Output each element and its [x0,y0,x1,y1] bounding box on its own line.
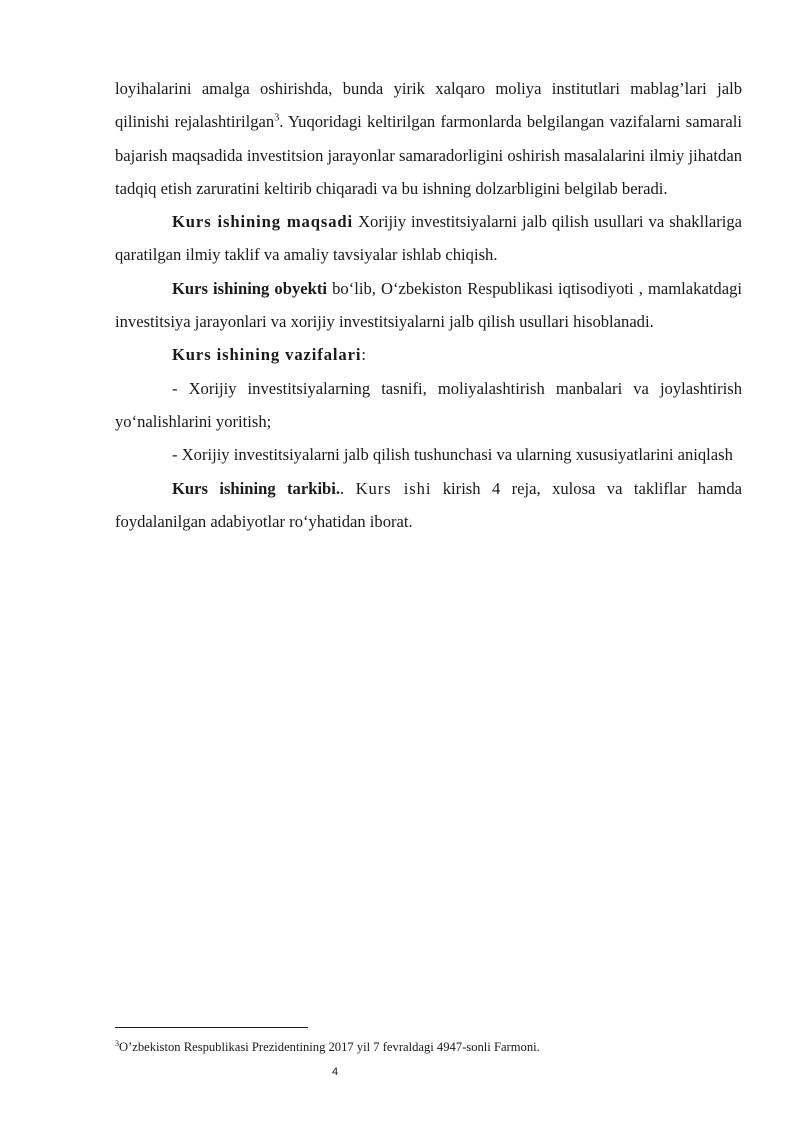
structure-paragraph [115,472,742,539]
goal-paragraph [115,205,742,272]
body-text [115,72,742,538]
object-text: bo‘lib, O‘zbekiston Respublikasi iqtisodiyoti , mamlakatdagi investitsiya jarayonlari va xorijiy investitsiyalarni jalb qilish usullari hisoblanadi. [115,278,742,332]
tasks-heading [115,338,742,371]
intro-paragraph [115,72,742,205]
structure-label: Kurs ishining tarkibi. [172,478,341,498]
footnote-reference[interactable]: 3 [274,112,280,124]
structure-text-spaced: Kurs ishi [355,478,432,498]
footnote-divider [115,1027,308,1028]
goal-text: Xorijiy investitsiyalarni jalb qilish usullari va shakllariga qaratilgan ilmiy taklif va amaliy tavsiyalar ishlab chiqish. [115,212,742,265]
intro-text-a: loyihalarini amalga oshirishda, bunda yirik xalqaro moliya institutlari mablag’lari jalb qilinishi rejalashtirilgan [115,79,742,132]
goal-label: Kurs ishining maqsadi [172,212,354,232]
tasks-colon: : [361,345,367,365]
footnote-text: O’zbekiston Respublikasi Prezidentining 2017 yil 7 fevraldagi 4947-sonli Farmoni. [119,1040,540,1054]
intro-text-b: . Yuqoridagi keltirilgan farmonlarda belgilangan vazifalarni samarali bajarish maqsadida investitsion jarayonlar samaradorligini oshirish masalalarini ilmiy jihatdan tadqiq etish zaruratini keltirib chiqaradi va bu ishning dolzarbligini belgilab beradi. [115,112,742,198]
footnote-marker: 3 [115,1038,119,1048]
object-label: Kurs ishining obyekti [172,278,327,298]
task-item: - Xorijiy investitsiyalarni jalb qilish tushunchasi va ularning xususiyatlarini aniqlash [172,445,733,465]
tasks-label: Kurs ishining vazifalari [172,345,362,365]
structure-text-a: . [340,478,356,498]
footnote [115,1039,742,1055]
task-item: - Xorijiy investitsiyalarning tasnifi, moliyalashtirish manbalari va joylashtirish yo‘nalishlarini yoritish; [115,378,742,431]
page-number: 4 [331,1066,339,1078]
object-paragraph [115,272,742,339]
structure-text-b: kirish 4 reja, xulosa va takliflar hamda foydalanilgan adabiyotlar ro‘yhatidan iborat. [115,478,743,531]
